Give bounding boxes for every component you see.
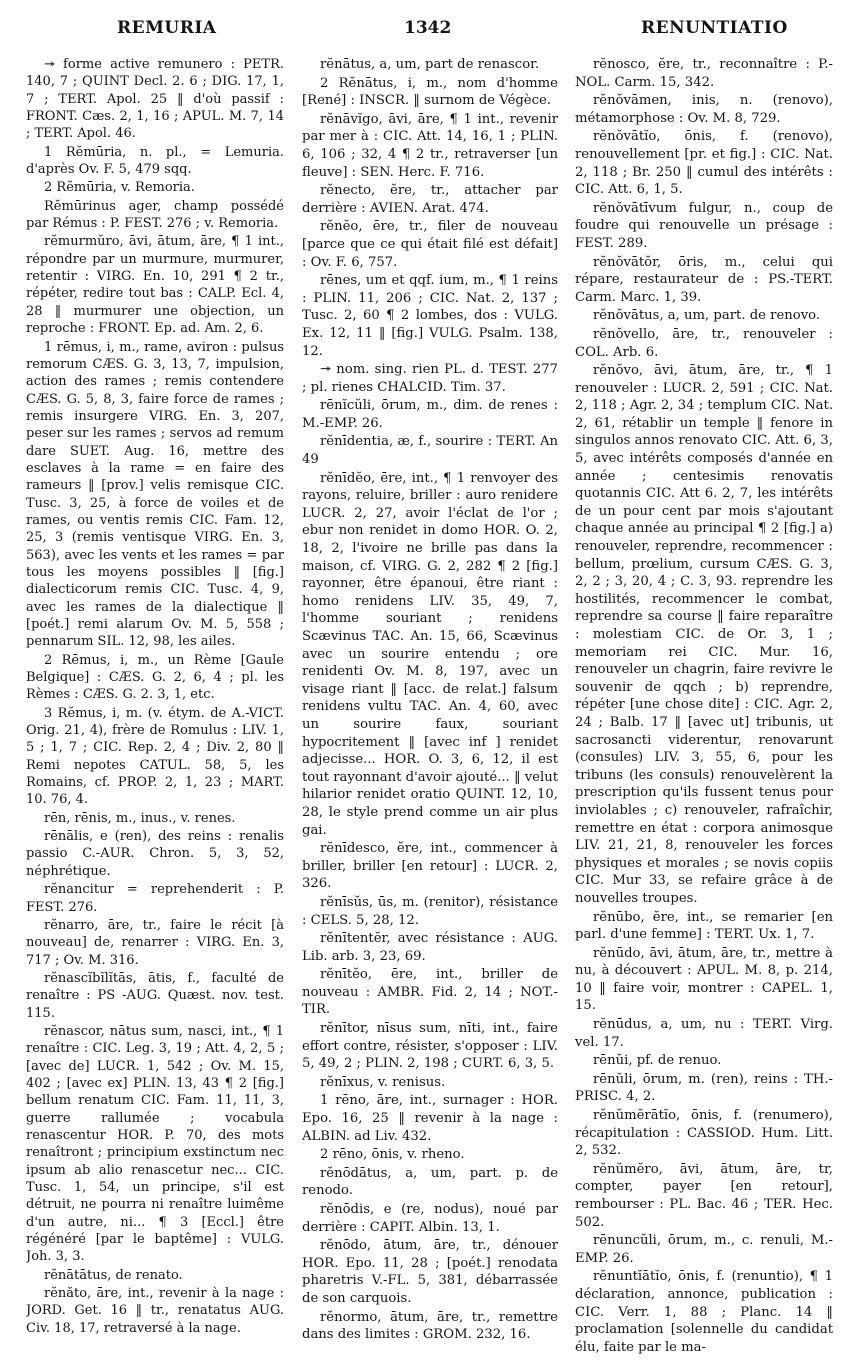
dictionary-entry: 2 Rĕnātus, i, m., nom d'homme [René] : INSCR. ‖ surnom de Végèce. — [302, 75, 558, 109]
running-header — [0, 18, 846, 44]
dictionary-entry: rēnŭli, ōrum, m. (ren), reins : TH.-PRISC. 4, 2. — [575, 1071, 833, 1105]
dictionary-entry: rĕnŏvello, āre, tr., renouveler : COL. Arb. 6. — [575, 326, 833, 360]
header-right-word: RENUNTIATIO — [641, 18, 788, 38]
dictionary-entry: rĕnosco, ĕre, tr., reconnaître : P.-NOL. Carm. 15, 342. — [575, 57, 833, 90]
dictionary-entry: 1 Rĕmūria, n. pl., = Lemuria. d'après Ov. F. 5, 479 sqq. — [26, 144, 284, 178]
dictionary-entry: rĕnŏvātīvum fulgur, n., coup de foudre qui renouvelle un présage : FEST. 289. — [575, 200, 833, 251]
dictionary-entry: rēnuncŭli, ōrum, m., c. renuli, M.-EMP. 26. — [575, 1233, 833, 1266]
dictionary-entry: rēnĭcŭli, ōrum, m., dim. de renes : M.-EMP. 26. — [302, 398, 558, 431]
dictionary-entry: rĕnōdātus, a, um, part. p. de renodo. — [302, 1165, 558, 1199]
dictionary-entry: rĕnītentĕr, avec résistance : AUG. Lib. arb. 3, 23, 69. — [302, 931, 558, 964]
dictionary-entry: ↠ nom. sing. rien PL. d. TEST. 277 ; pl. rienes CHALCID. Tim. 37. — [302, 362, 558, 395]
dictionary-entry: rĕnŏvātŏr, ōris, m., celui qui répare, restaurateur de : PS.-TERT. Carm. Marc. 1, 39. — [575, 254, 833, 305]
dictionary-entry: rĕnăto, āre, int., revenir à la nage : JORD. Get. 16 ‖ tr., renatatus AUG. Civ. 18, 17, retraversé à la nage. — [26, 1286, 284, 1336]
dictionary-entry: rĕnascĭbĭlĭtās, ātis, f., faculté de renaître : PS -AUG. Quæst. nov. test. 115. — [26, 970, 284, 1021]
column-left — [26, 56, 284, 1356]
dictionary-entry: rēnŭi, pf. de renuo. — [593, 1053, 722, 1069]
dictionary-entry: 2 rēno, ōnis, v. rheno. — [320, 1147, 465, 1163]
dictionary-entry: rĕnīsŭs, ūs, m. (renitor), résistance : CELS. 5, 28, 12. — [302, 894, 558, 928]
dictionary-entry: rĕnūdus, a, um, nu : TERT. Virg. vel. 17. — [575, 1017, 833, 1050]
dictionary-entry: rĕnecto, ĕre, tr., attacher par derrière : AVIEN. Arat. 474. — [302, 183, 558, 216]
dictionary-entry: rĕnĕo, ēre, tr., filer de nouveau [parce que ce qui était filé est défait] : Ov. F. 6, 757. — [302, 219, 558, 270]
column-right — [575, 56, 833, 1356]
dictionary-entry: rēnes, um et qqf. ium, m., ¶ 1 reins : PLIN. 11, 206 ; CIC. Nat. 2, 137 ; Tusc. 2, 60 ¶ 2 lombes, dos : VULG. Ex. 12, 11 ‖ [fig.] VULG. Psalm. 138, 12. — [302, 273, 558, 359]
dictionary-entry: rĕnīdesco, ĕre, int., commencer à briller, briller [en retour] : LUCR. 2, 326. — [302, 841, 558, 892]
dictionary-entry: rĕnarro, āre, tr., faire le récit [à nouveau] de, renarrer : VIRG. En. 3, 717 ; Ov. M. 316. — [26, 917, 284, 968]
dictionary-entry: rĕnīdentia, æ, f., sourire : TERT. An 49 — [302, 434, 558, 468]
dictionary-entry: rĕnŏvo, āvi, ātum, āre, tr., ¶ 1 renouveler : LUCR. 2, 591 ; CIC. Nat. 2, 118 ; Agr. 2, 34 ; templum CIC. Nat. 2, 61, rétablir un temple ‖ fenore in singulos annos renovato CIC. Att. 6, 3, 5, avec intérêts composés d'année en année ; centesimis renovatis quotannis CIC. Att 6. 2, 7, les intérêts de un pour cent par mois s'ajoutant chaque année au principal ¶ 2 [fig.] a) renouveler, reprendre, recommencer : bellum, prœlium, cursum CÆS. G. 3, 2, 2 ; 3, 20, 4 ; C. 3, 93. reprendre les hostilités, recommencer le combat, reprendre sa course ‖ faire reparaître : molestiam CIC. de Or. 3, 1 ; memoriam rei CIC. Mur. 16, renouveler un chagrin, faire revivre le souvenir de qqch ; b) reprendre, répéter [une chose dite] : CIC. Agr. 2, 24 ; Balb. 17 ‖ [avec ut] tribunis, ut sacrosancti viderentur, renovarunt (consules) LIV. 3, 55, 6, pour les tribuns (les consuls) renouvelèrent la prescription qu'ils fussent tenus pour inviolables ; c) renouveler, rafraîchir, remettre en état : corpora animosque LIV. 21, 21, 8, renouveler les forces physiques et morales ; se novis copiis CIC. Mur 33, se refaire grâce à de nouvelles troupes. — [575, 363, 833, 906]
dictionary-entry: rĕnātātus, de renato. — [44, 1267, 183, 1283]
dictionary-entry: Rĕmūrinus ager, champ possédé par Rémus : P. FEST. 276 ; v. Remoria. — [26, 198, 284, 232]
page-number: 1342 — [404, 18, 452, 38]
dictionary-entry: rĕnascor, nātus sum, nasci, int., ¶ 1 renaître : CIC. Leg. 3, 19 ; Att. 4, 2, 5 ; [avec de] LUCR. 1, 542 ; Ov. M. 15, 402 ; [avec ex] PLIN. 13, 43 ¶ 2 [fig.] bellum renatum CIC. Fam. 11, 11, 3, guerre rallumée ; vocabula renascentur HOR. P. 70, des mots renaîtront ; principium exstinctum nec ipsum ab alio renascetur nec... CIC. Tusc. 1, 54, un principe, s'il est détruit, ne pourra ni renaître luimême d'un autre, ni... ¶ 3 [Eccl.] être régénéré [par le baptême] : VULG. Joh. 3, 3. — [26, 1023, 284, 1265]
column-middle — [302, 56, 558, 1356]
dictionary-entry: 2 Rēmus, i, m., un Rème [Gaule Belgique] : CÆS. G. 2, 6, 4 ; pl. les Rèmes : CÆS. G. 2. 3, 1, etc. — [26, 652, 284, 703]
dictionary-entry: 3 Rĕmus, i, m. (v. étym. de A.-VICT. Orig. 21, 4), frère de Romulus : LIV. 1, 5 ; 1, 7 ; CIC. Rep. 2, 4 ; Div. 2, 80 ‖ Remi nepotes CATUL. 58, 5, les Romains, cf. PROP. 2, 1, 23 ; MART. 10. 76, 4. — [26, 705, 284, 808]
dictionary-entry: rĕnūdo, āvi, ātum, āre, tr., mettre à nu, à découvert : APUL. M. 8, p. 214, 10 ‖ faire voir, montrer : CAPEL. 1, 15. — [575, 945, 833, 1014]
dictionary-entry: 2 Rĕmūria, v. Remoria. — [44, 180, 195, 196]
dictionary-entry: rēnālis, e (ren), des reins : renalis passio C.-AUR. Chron. 5, 3, 52, néphrétique. — [26, 829, 284, 879]
dictionary-entry: 1 rēno, āre, int., surnager : HOR. Epo. 16, 25 ‖ revenir à la nage : ALBIN. ad Liv. 432. — [302, 1093, 558, 1144]
dictionary-entry: rĕnītor, nīsus sum, nīti, int., faire effort contre, résister, s'opposer : LIV. 5, 49, 2 ; PLIN. 2, 198 ; CURT. 6, 3, 5. — [302, 1021, 558, 1072]
dictionary-entry: rĕnŭmĕrātĭo, ōnis, f. (renumero), récapitulation : CASSIOD. Hum. Litt. 2, 532. — [575, 1108, 833, 1159]
dictionary-entry: rĕmurmŭro, āvi, ātum, āre, ¶ 1 int., répondre par un murmure, murmurer, retentir : VIRG. En. 10, 291 ¶ 2 tr., répéter, redire tout bas : CALP. Ecl. 4, 28 ‖ murmurer une objection, un reproche : FRONT. Ep. ad. Am. 2, 6. — [26, 234, 284, 337]
dictionary-entry: rĕnŏvātus, a, um, part. de renovo. — [593, 308, 821, 324]
dictionary-entry: rĕnōdo, ātum, āre, tr., dénouer HOR. Epo. 11, 28 ; [poét.] renodata pharetris V.-FL. 5, 381, débarrassée de son carquois. — [302, 1238, 558, 1306]
dictionary-entry: rĕnŭmĕro, āvi, ātum, āre, tr, compter, payer [en retour], rembourser : PL. Bac. 46 ; TER. Hec. 502. — [575, 1161, 833, 1230]
dictionary-entry: rĕnūbo, ĕre, int., se remarier [en parl. d'une femme] : TERT. Ux. 1, 7. — [575, 909, 833, 943]
dictionary-entry: rĕnōdis, e (re, nodus), noué par derrière : CAPIT. Albin. 13, 1. — [302, 1202, 558, 1235]
dictionary-entry: rĕnīdĕo, ēre, int., ¶ 1 renvoyer des rayons, reluire, briller : auro renidere LUCR. 2, 27, avoir l'éclat de l'or ; ebur non renidet in domo HOR. O. 2, 18, 2, l'ivoire ne brille pas dans la maison, cf. VIRG. G. 2, 282 ¶ 2 [fig.] rayonner, être épanoui, être riant : homo renidens LIV. 35, 49, 7, l'homme souriant ; renidens Scævinus TAC. An. 15, 66, Scævinus avec un sourire entendu ; ore renidenti Ov. M. 8, 197, avec un visage riant ‖ [acc. de relat.] falsum renidens vultu TAC. An. 4, 60, avec un sourire faux, souriant hypocritement ‖ [avec inf ] renidet adjecisse... HOR. O. 3, 6, 12, il est tout rayonnant d'avoir ajouté... ‖ velut hilarior renidet oratio QUINT. 12, 10, 28, le style prend comme un air plus gai. — [302, 470, 558, 838]
dictionary-entry: 1 rēmus, i, m., rame, aviron : pulsus remorum CÆS. G. 3, 13, 7, impulsion, action des rames ; remis contendere CÆS. G. 5, 8, 3, faire force de rames ; remis insurgere VIRG. En. 3, 207, peser sur les rames ; servos ad remum dare SUET. Aug. 16, mettre des esclaves à la rame = en faire des rameurs ‖ [prov.] velis remisque CIC. Tusc. 3, 25, à force de voiles et de rames, ou ventis remis CIC. Fam. 12, 25, 3 (remis ventisque VIRG. En. 3, 563), avec les vents et les rames = par tous les moyens possibles ‖ [fig.] dialecticorum remis CIC. Tusc. 4, 9, avec les rames de la dialectique ‖ [poét.] remi alarum Ov. M. 5, 558 ; pennarum SIL. 12, 98, les ailes. — [26, 339, 284, 650]
dictionary-entry: rĕnormo, ātum, āre, tr., remettre dans des limites : GROM. 232, 16. — [302, 1309, 558, 1343]
header-left-word: REMURIA — [117, 18, 217, 38]
dictionary-entry: rĕnīxus, v. renisus. — [320, 1074, 446, 1090]
dictionary-entry: rĕnŏvāmen, inis, n. (renovo), métamorphose : Ov. M. 8, 729. — [575, 93, 833, 126]
dictionary-entry: rĕnŏvātĭo, ōnis, f. (renovo), renouvellement [pr. et fig.] : CIC. Nat. 2, 118 ; Br. 250 ‖ cumul des intérêts : CIC. Att. 6, 1, 5. — [575, 129, 833, 198]
dictionary-entry: rĕnāvĭgo, āvi, āre, ¶ 1 int., revenir par mer à : CIC. Att. 14, 16, 1 ; PLIN. 6, 106 ; 32, 4 ¶ 2 tr., retraverser [un fleuve] : SEN. Herc. F. 716. — [302, 111, 558, 180]
dictionary-entry: rĕnītĕo, ēre, int., briller de nouveau : AMBR. Fid. 2, 14 ; NOT.-TIR. — [302, 967, 558, 1018]
dictionary-entry: ↠ forme active remunero : PETR. 140, 7 ; QUINT Decl. 2. 6 ; DIG. 17, 1, 7 ; TERT. Apol. 25 ‖ d'où passif : FRONT. Cæs. 2, 1, 16 ; APUL. M. 7, 14 ; TERT. Apol. 46. — [26, 57, 284, 142]
dictionary-entry: rĕnātus, a, um, part de renascor. — [320, 57, 540, 72]
dictionary-entry: rĕnuntĭātĭo, ōnis, f. (renuntio), ¶ 1 déclaration, annonce, publication : CIC. Verr. 1, 88 ; Planc. 14 ‖ proclamation [solennelle du candidat élu, faite par le ma- — [575, 1269, 833, 1355]
dictionary-entry: rĕnancitur = reprehenderit : P. FEST. 276. — [26, 882, 284, 915]
dictionary-entry: rēn, rēnis, m., inus., v. renes. — [44, 810, 236, 826]
